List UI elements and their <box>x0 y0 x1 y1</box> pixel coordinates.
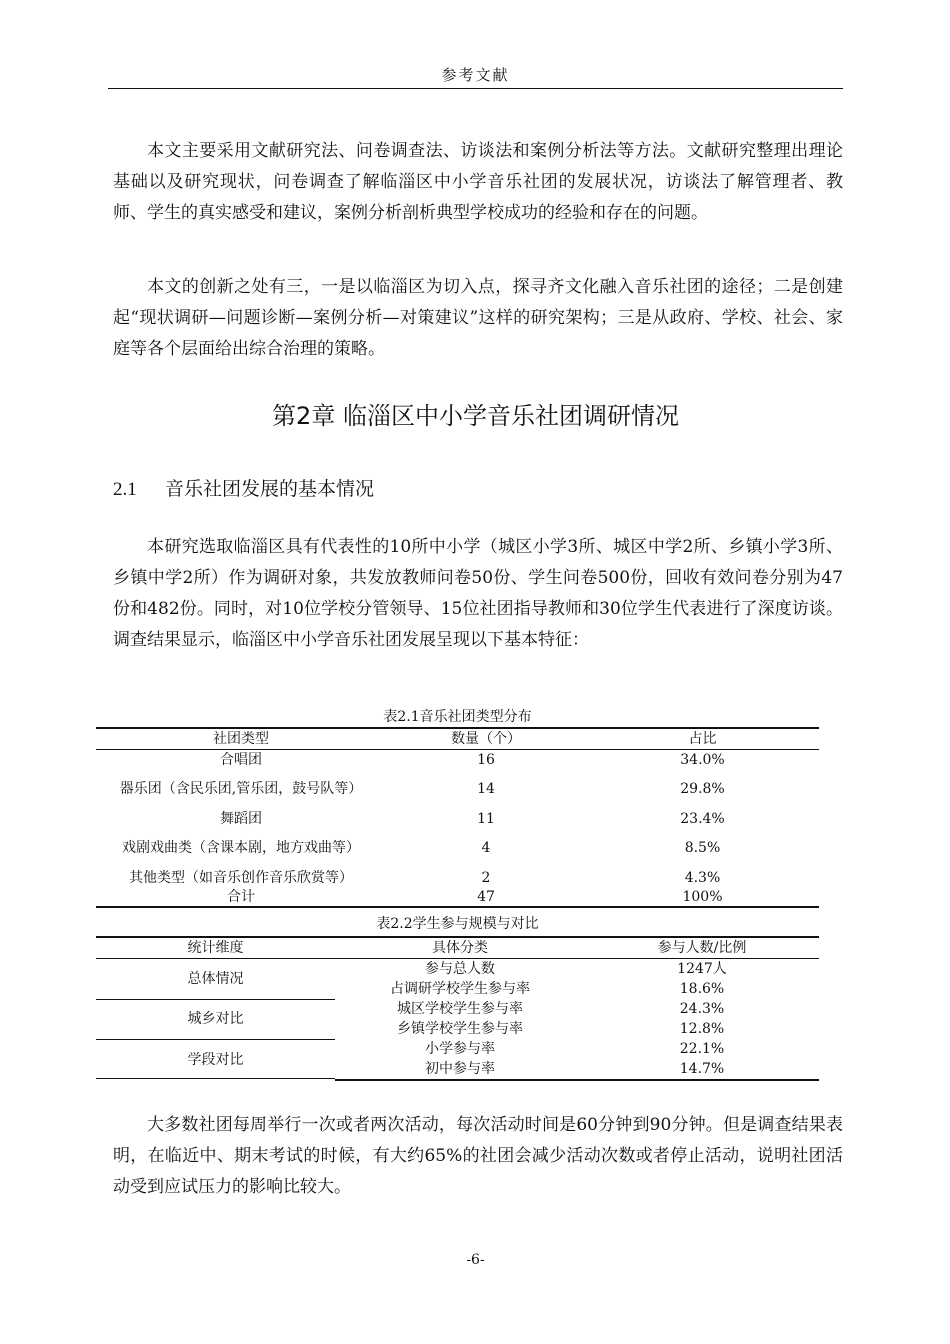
table-row <box>96 959 819 980</box>
table-row <box>96 887 819 907</box>
table-cell: 16 <box>477 751 495 768</box>
table-cell: 舞蹈团 <box>220 810 262 827</box>
table-header-row <box>96 937 819 959</box>
paragraph-methods: 本文主要采用文献研究法、问卷调查法、访谈法和案例分析法等方法。文献研究整理出理论基础以及研究现状，问卷调查了解临淄区中小学音乐社团的发展状况，访谈法了解管理者、教师、学生的真实感受和建议，案例分析剖析典型学校成功的经验和存在的问题。 <box>113 141 843 223</box>
table-cell: 合计 <box>227 888 255 905</box>
table-cell: 合唱团 <box>220 751 262 768</box>
table2-left-rule <box>96 1078 335 1079</box>
table-header-cell: 数量（个） <box>386 728 586 750</box>
table-cell: 12.8% <box>679 1021 725 1037</box>
table-participation <box>96 936 819 1081</box>
page-number: -6- <box>466 1252 485 1268</box>
table-cell: 23.4% <box>680 810 725 827</box>
table-cell: 器乐团（含民乐团,管乐团，鼓号队等） <box>119 781 363 797</box>
table-header-cell: 社团类型 <box>96 728 386 750</box>
section-title: 音乐社团发展的基本情况 <box>165 478 375 500</box>
table-cell: 乡镇学校学生参与率 <box>397 1021 523 1037</box>
table-cell: 47 <box>477 888 495 905</box>
table-cell: 14.7% <box>585 1059 819 1080</box>
table1-caption: 表2.1音乐社团类型分布 <box>383 709 532 725</box>
chapter-title: 第2章 临淄区中小学音乐社团调研情况 <box>272 402 679 430</box>
table-cell: 29.8% <box>680 781 725 797</box>
paragraph-survey: 本研究选取临淄区具有代表性的10所中小学（城区小学3所、城区中学2所、乡镇小学3所、乡镇中学2所）作为调研对象，共发放教师问卷50份、学生问卷500份，回收有效问卷分别为47份和482份。同时，对10位学校分管领导、15位社团指导教师和30位学生代表进行了深度访谈。调查结果显示，临淄区中小学音乐社团发展呈现以下基本特征： <box>113 537 843 650</box>
table-cell: 100% <box>682 888 723 905</box>
table-cell: 24.3% <box>679 1001 725 1017</box>
table-header-cell: 参与人数/比例 <box>585 937 819 959</box>
table-row <box>96 999 819 1019</box>
table-row <box>96 1039 819 1059</box>
table2-caption: 表2.2学生参与规模与对比 <box>376 916 539 932</box>
table-cell: 34.0% <box>680 751 725 768</box>
table-dimension-cell: 城乡对比 <box>96 999 335 1039</box>
table-cell: 8.5% <box>684 840 721 856</box>
paragraph-activity: 大多数社团每周举行一次或者两次活动，每次活动时间是60分钟到90分钟。但是调查结果表明，在临近中、期末考试的时候，有大约65%的社团会减少活动次数或者停止活动，说明社团活动受到应试压力的影响比较大。 <box>113 1115 843 1197</box>
header-rule <box>108 88 843 89</box>
table-cell: 22.1% <box>679 1041 725 1057</box>
running-header: 参考文献 <box>441 66 510 84</box>
table-cell: 18.6% <box>679 981 725 997</box>
table-cell: 小学参与率 <box>425 1041 495 1057</box>
table-cell: 戏剧戏曲类（含课本剧，地方戏曲等） <box>122 840 360 856</box>
table-header-cell: 具体分类 <box>335 937 585 959</box>
table-row <box>96 809 819 828</box>
table-cell: 4 <box>481 840 491 856</box>
table-cell: 城区学校学生参与率 <box>397 1001 523 1017</box>
table-row <box>96 769 819 809</box>
table-cell: 占调研学校学生参与率 <box>390 981 530 997</box>
table-cell: 初中参与率 <box>335 1059 585 1080</box>
table-header-cell: 统计维度 <box>96 937 335 959</box>
table-cell: 其他类型（如音乐创作音乐欣赏等） <box>129 869 353 886</box>
table-cell: 14 <box>477 781 495 797</box>
table-row <box>96 750 819 770</box>
section-heading <box>113 474 374 501</box>
table-cell: 2 <box>481 869 491 886</box>
table-row <box>96 868 819 887</box>
table-cell: 参与总人数 <box>425 961 495 977</box>
table-cell: 1247人 <box>677 961 727 977</box>
table-header-cell: 占比 <box>586 728 819 750</box>
paragraph-innovation: 本文的创新之处有三，一是以临淄区为切入点，探寻齐文化融入音乐社团的途径；二是创建起“现状调研—问题诊断—案例分析—对策建议”这样的研究架构；三是从政府、学校、社会、家庭等各个层面给出综合治理的策略。 <box>113 277 843 359</box>
table-cell: 4.3% <box>684 869 721 886</box>
table-row <box>96 828 819 868</box>
table-header-row <box>96 728 819 750</box>
table-dimension-cell: 学段对比 <box>187 1051 244 1068</box>
table-club-types <box>96 727 819 908</box>
table-dimension-cell: 总体情况 <box>96 959 335 1000</box>
section-number: 2.1 <box>113 479 137 500</box>
table-cell: 11 <box>477 810 495 827</box>
